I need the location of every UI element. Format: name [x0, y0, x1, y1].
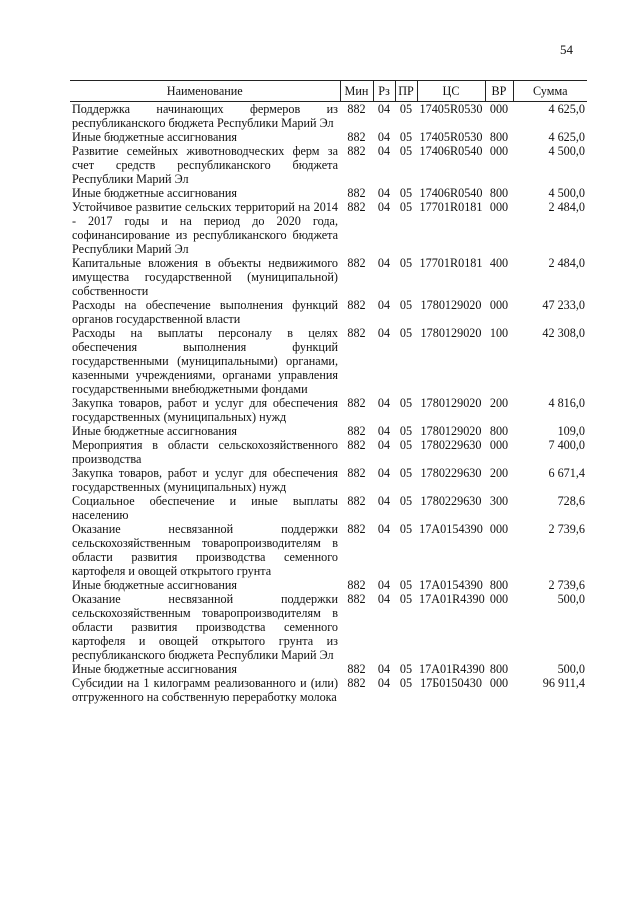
table-row: [70, 676, 587, 704]
cell-min: 882: [347, 396, 366, 410]
header-pr: ПР: [395, 81, 417, 102]
cell-vr: 000: [489, 200, 509, 214]
cell-min: 882: [347, 326, 366, 340]
cell-rz: 04: [377, 424, 391, 438]
cell-cs: 17А0154390: [419, 578, 483, 592]
cell-name: Мероприятия в области сельскохозяйственного производства: [72, 438, 338, 466]
cell-cs: 17405R0530: [419, 130, 483, 144]
table-row: [70, 592, 587, 662]
table-row: [70, 298, 587, 326]
table-row: [70, 438, 587, 466]
cell-pr: 05: [399, 144, 413, 158]
cell-min: 882: [347, 102, 366, 116]
cell-min: 882: [347, 578, 366, 592]
cell-min: 882: [347, 130, 366, 144]
page-number: 54: [560, 42, 573, 57]
cell-sum: 4 625,0: [548, 130, 585, 144]
cell-name: Развитие семейных животноводческих ферм за счет средств республиканского бюджета Республики Марий Эл: [72, 144, 338, 186]
cell-rz: 04: [377, 186, 391, 200]
cell-rz: 04: [377, 662, 391, 676]
cell-rz: 04: [377, 578, 391, 592]
cell-vr: 000: [489, 144, 509, 158]
cell-vr: 800: [489, 578, 509, 592]
cell-rz: 04: [377, 298, 391, 312]
table-row: [70, 102, 587, 131]
cell-pr: 05: [399, 592, 413, 606]
cell-name: Капитальные вложения в объекты недвижимого имущества государственной (муниципальной) собственности: [72, 256, 338, 298]
cell-cs: 17405R0530: [419, 102, 483, 116]
cell-name: Социальное обеспечение и иные выплаты населению: [72, 494, 338, 522]
cell-pr: 05: [399, 326, 413, 340]
cell-sum: 4 625,0: [548, 102, 585, 116]
cell-vr: 400: [489, 256, 509, 270]
cell-sum: 4 816,0: [548, 396, 585, 410]
cell-cs: 17А01R4390: [419, 592, 485, 606]
cell-vr: 300: [489, 494, 509, 508]
cell-min: 882: [347, 676, 366, 690]
cell-name: Иные бюджетные ассигнования: [72, 130, 238, 144]
header-name: Наименование: [70, 81, 340, 102]
table-row: [70, 326, 587, 396]
cell-sum: 7 400,0: [548, 438, 585, 452]
cell-min: 882: [347, 522, 366, 536]
table-row: [70, 256, 587, 298]
cell-name: Иные бюджетные ассигнования: [72, 662, 238, 676]
table-row: [70, 578, 587, 592]
table-row: [70, 424, 587, 438]
cell-vr: 000: [489, 592, 509, 606]
cell-rz: 04: [377, 438, 391, 452]
header-cs: ЦС: [417, 81, 485, 102]
cell-sum: 2 484,0: [548, 200, 585, 214]
cell-rz: 04: [377, 130, 391, 144]
cell-sum: 42 308,0: [542, 326, 585, 340]
cell-cs: 1780229630: [420, 438, 482, 452]
cell-vr: 200: [489, 396, 509, 410]
cell-cs: 1780129020: [420, 424, 482, 438]
cell-rz: 04: [377, 522, 391, 536]
cell-name: Субсидии на 1 килограмм реализованного и (или) отгруженного на собственную переработку молока: [72, 676, 338, 704]
cell-sum: 2 484,0: [548, 256, 585, 270]
cell-cs: 17А01R4390: [419, 662, 485, 676]
table-body: [70, 102, 587, 705]
cell-sum: 4 500,0: [548, 186, 585, 200]
table-row: [70, 396, 587, 424]
cell-vr: 000: [489, 522, 509, 536]
cell-sum: 500,0: [557, 592, 585, 606]
cell-rz: 04: [377, 592, 391, 606]
cell-name: Устойчивое развитие сельских территорий на 2014 - 2017 годы и на период до 2020 года, софинансирование из республиканского бюджета Республики Марий Эл: [72, 200, 338, 256]
cell-name: Закупка товаров, работ и услуг для обеспечения государственных (муниципальных) нужд: [72, 396, 338, 424]
cell-pr: 05: [399, 578, 413, 592]
cell-min: 882: [347, 494, 366, 508]
cell-rz: 04: [377, 466, 391, 480]
cell-name: Иные бюджетные ассигнования: [72, 424, 238, 438]
cell-cs: 17Б0150430: [420, 676, 482, 690]
cell-name: Расходы на обеспечение выполнения функций органов государственной власти: [72, 298, 338, 326]
cell-pr: 05: [399, 662, 413, 676]
cell-pr: 05: [399, 438, 413, 452]
cell-sum: 2 739,6: [548, 522, 585, 536]
cell-cs: 1780129020: [420, 298, 482, 312]
table-row: [70, 662, 587, 676]
cell-cs: 17701R0181: [419, 256, 483, 270]
cell-rz: 04: [377, 676, 391, 690]
cell-sum: 500,0: [557, 662, 585, 676]
cell-rz: 04: [377, 200, 391, 214]
cell-min: 882: [347, 200, 366, 214]
cell-sum: 728,6: [557, 494, 585, 508]
cell-vr: 800: [489, 662, 509, 676]
cell-vr: 800: [489, 186, 509, 200]
cell-cs: 1780229630: [420, 494, 482, 508]
cell-rz: 04: [377, 326, 391, 340]
cell-min: 882: [347, 256, 366, 270]
cell-pr: 05: [399, 522, 413, 536]
cell-cs: 17406R0540: [419, 186, 483, 200]
header-sum: Сумма: [513, 81, 587, 102]
cell-min: 882: [347, 662, 366, 676]
cell-rz: 04: [377, 256, 391, 270]
cell-pr: 05: [399, 298, 413, 312]
cell-name: Расходы на выплаты персоналу в целях обеспечения выполнения функций государственными (муниципальными) органами, казенными учреждениями, органами управления государственными внебюджетными фондами: [72, 326, 338, 396]
cell-pr: 05: [399, 424, 413, 438]
table-row: [70, 200, 587, 256]
cell-rz: 04: [377, 396, 391, 410]
cell-min: 882: [347, 592, 366, 606]
cell-cs: 1780229630: [420, 466, 482, 480]
cell-pr: 05: [399, 494, 413, 508]
table-row: [70, 186, 587, 200]
cell-cs: 1780129020: [420, 326, 482, 340]
cell-vr: 800: [489, 424, 509, 438]
cell-sum: 2 739,6: [548, 578, 585, 592]
cell-sum: 47 233,0: [542, 298, 585, 312]
cell-vr: 100: [489, 326, 509, 340]
cell-pr: 05: [399, 200, 413, 214]
cell-pr: 05: [399, 256, 413, 270]
cell-rz: 04: [377, 102, 391, 116]
cell-cs: 17А0154390: [419, 522, 483, 536]
cell-name: Иные бюджетные ассигнования: [72, 578, 238, 592]
cell-sum: 4 500,0: [548, 144, 585, 158]
cell-vr: 000: [489, 102, 509, 116]
cell-sum: 6 671,4: [548, 466, 585, 480]
cell-pr: 05: [399, 102, 413, 116]
cell-cs: 17406R0540: [419, 144, 483, 158]
table-row: [70, 130, 587, 144]
cell-name: Иные бюджетные ассигнования: [72, 186, 238, 200]
table-header: [70, 81, 587, 102]
cell-name: Поддержка начинающих фермеров из республиканского бюджета Республики Марий Эл: [72, 102, 338, 130]
cell-sum: 109,0: [557, 424, 585, 438]
cell-name: Закупка товаров, работ и услуг для обеспечения государственных (муниципальных) нужд: [72, 466, 338, 494]
cell-min: 882: [347, 186, 366, 200]
header-rz: Рз: [373, 81, 395, 102]
cell-vr: 800: [489, 130, 509, 144]
cell-min: 882: [347, 424, 366, 438]
cell-min: 882: [347, 466, 366, 480]
cell-vr: 000: [489, 438, 509, 452]
cell-sum: 96 911,4: [542, 676, 585, 690]
cell-pr: 05: [399, 466, 413, 480]
header-min: Мин: [340, 81, 373, 102]
cell-min: 882: [347, 438, 366, 452]
table-row: [70, 144, 587, 186]
cell-name: Оказание несвязанной поддержки сельскохозяйственным товаропроизводителям в области развития производства семенного картофеля и овощей открытого грунта из республиканского бюджета Республики Марий Эл: [72, 592, 338, 662]
cell-rz: 04: [377, 494, 391, 508]
table-row: [70, 466, 587, 494]
cell-cs: 17701R0181: [419, 200, 483, 214]
cell-vr: 200: [489, 466, 509, 480]
budget-table: [70, 80, 587, 704]
table-row: [70, 494, 587, 522]
cell-name: Оказание несвязанной поддержки сельскохозяйственным товаропроизводителям в области развития производства семенного картофеля и овощей открытого грунта: [72, 522, 338, 578]
cell-pr: 05: [399, 186, 413, 200]
cell-cs: 1780129020: [420, 396, 482, 410]
cell-pr: 05: [399, 130, 413, 144]
cell-pr: 05: [399, 676, 413, 690]
cell-rz: 04: [377, 144, 391, 158]
cell-vr: 000: [489, 298, 509, 312]
cell-min: 882: [347, 144, 366, 158]
table-row: [70, 522, 587, 578]
cell-pr: 05: [399, 396, 413, 410]
cell-min: 882: [347, 298, 366, 312]
cell-vr: 000: [489, 676, 509, 690]
header-vr: ВР: [485, 81, 513, 102]
